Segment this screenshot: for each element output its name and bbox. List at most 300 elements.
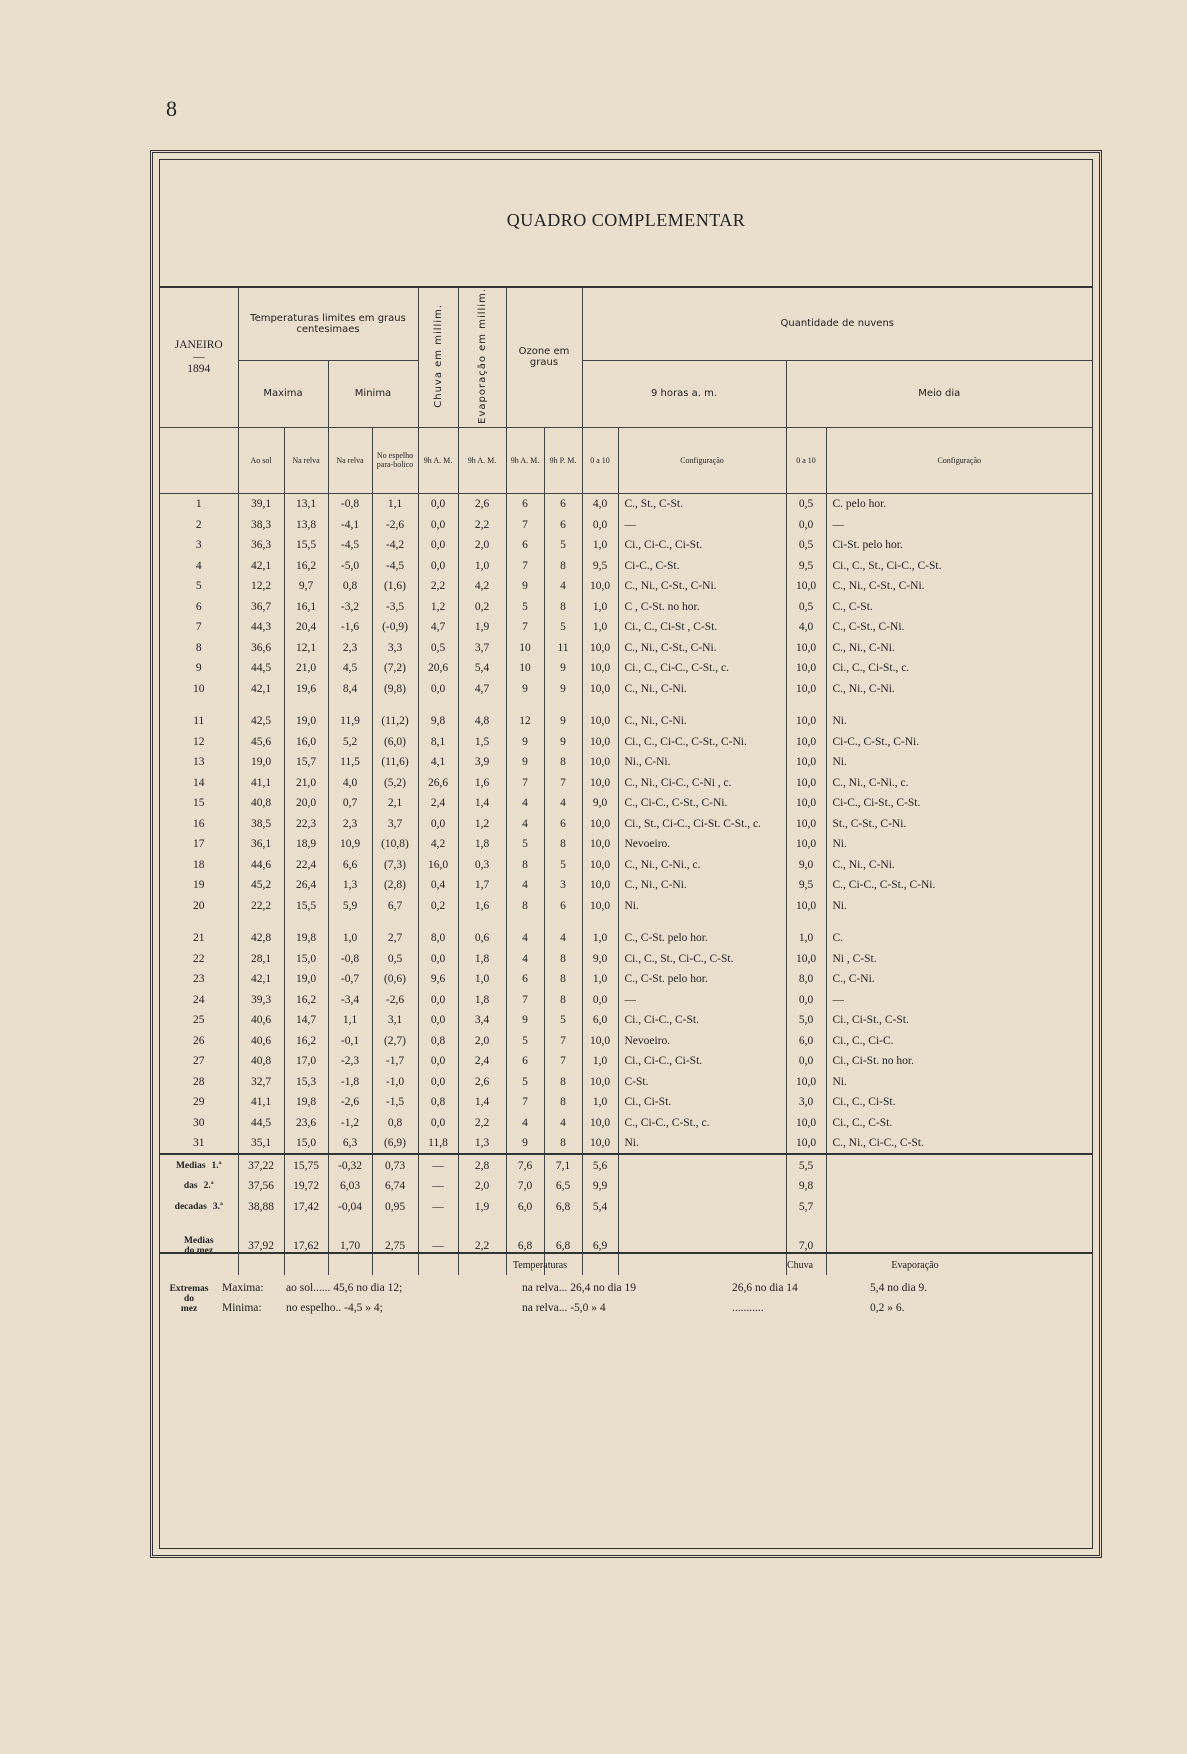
table-row	[160, 875, 1092, 896]
extremas-temp-header: Temperaturas	[512, 1260, 568, 1271]
cell-ozone-am: 9	[506, 752, 544, 773]
cell-ozone-pm: 7	[544, 1051, 582, 1072]
cell-max-sol: 44,5	[238, 658, 284, 679]
cell-evaporacao: 0,2	[458, 596, 506, 617]
cell-ozone-pm: 8	[544, 989, 582, 1010]
cell-min-relva: 8,4	[328, 678, 372, 699]
cell-max-relva: 15,0	[284, 948, 328, 969]
cell-evaporacao: 2,4	[458, 1051, 506, 1072]
cell-min-espelho: 0,8	[372, 1112, 418, 1133]
cell-evaporacao: 2,2	[458, 514, 506, 535]
cell-min-espelho: -4,5	[372, 555, 418, 576]
cell-nuvens-9h-qty: 10,0	[582, 1071, 618, 1092]
evaporacao-time-header: 9h A. M.	[458, 427, 506, 493]
cell-max-sol: 40,8	[238, 1051, 284, 1072]
cell-max-sol: 39,1	[238, 493, 284, 514]
cell-nuvens-9h-qty: 10,0	[582, 678, 618, 699]
cell-max-sol: 42,1	[238, 969, 284, 990]
medias-mez-label: Medias do mez	[160, 1217, 238, 1275]
cell-chuva: 4,1	[418, 752, 458, 773]
cell-ozone-pm: 4	[544, 928, 582, 949]
cell-day: 21	[160, 928, 238, 949]
evaporacao-header: Evaporação em millim.	[458, 288, 506, 427]
cell-ozone-pm: 5	[544, 854, 582, 875]
cell-nuvens-9h-config: C., Ni., C-St., C-Ni.	[618, 637, 786, 658]
cell-nuvens-9h-config: Ci., Ci-St.	[618, 1092, 786, 1113]
cell-nuvens-md-config: —	[832, 993, 844, 1006]
extremas-evap-header: Evaporação	[891, 1260, 939, 1271]
cell-day: 3	[160, 535, 238, 556]
decada-value: 6,03	[328, 1176, 372, 1197]
cell-evaporacao: 1,9	[458, 617, 506, 638]
cell-nuvens-9h-qty: 1,0	[582, 617, 618, 638]
cell-nuvens-md-config: C., C-St.	[832, 600, 873, 613]
table-body	[160, 493, 1092, 1275]
table-row	[160, 731, 1092, 752]
table-row	[160, 772, 1092, 793]
cell-min-relva: 4,0	[328, 772, 372, 793]
cell-nuvens-9h-qty: 9,5	[582, 555, 618, 576]
cell-evaporacao: 1,8	[458, 989, 506, 1010]
cell-day: 12	[160, 731, 238, 752]
cell-chuva: 26,6	[418, 772, 458, 793]
cell-max-relva: 13,1	[284, 493, 328, 514]
cell-nuvens-md-config: Ci., C., St., Ci-C., C-St.	[832, 559, 942, 572]
cell-nuvens-9h-qty: 1,0	[582, 928, 618, 949]
cell-nuvens-9h-config: Ci., St., Ci-C., Ci-St. C-St., c.	[618, 813, 786, 834]
cell-nuvens-md-qty: 5,0	[786, 1010, 826, 1031]
table-row	[160, 1071, 1092, 1092]
cell-ozone-am: 5	[506, 1071, 544, 1092]
cell-min-relva: -1,8	[328, 1071, 372, 1092]
cell-evaporacao: 1,6	[458, 895, 506, 916]
cell-max-relva: 13,8	[284, 514, 328, 535]
cell-min-espelho: 2,7	[372, 928, 418, 949]
cell-min-espelho: (6,0)	[372, 731, 418, 752]
cell-max-sol: 39,3	[238, 989, 284, 1010]
cell-min-relva: 5,9	[328, 895, 372, 916]
decada-value: —	[418, 1196, 458, 1217]
table-row	[160, 1051, 1092, 1072]
cell-evaporacao: 1,8	[458, 834, 506, 855]
ozone-am-header: 9h A. M.	[506, 427, 544, 493]
cell-min-espelho: (7,2)	[372, 658, 418, 679]
cell-evaporacao: 4,7	[458, 678, 506, 699]
cell-nuvens-md-qty: 0,0	[786, 1051, 826, 1072]
cell-nuvens-9h-qty: 10,0	[582, 1133, 618, 1155]
cell-nuvens-md-qty: 4,0	[786, 617, 826, 638]
cell-evaporacao: 0,3	[458, 854, 506, 875]
cell-ozone-pm: 4	[544, 1112, 582, 1133]
cell-evaporacao: 2,6	[458, 1071, 506, 1092]
cell-ozone-am: 7	[506, 772, 544, 793]
cell-max-relva: 22,4	[284, 854, 328, 875]
cell-nuvens-md-config: C., C-Ni.	[832, 973, 875, 986]
cell-max-sol: 36,1	[238, 834, 284, 855]
cell-chuva: 8,0	[418, 928, 458, 949]
table-row	[160, 1030, 1092, 1051]
table-row	[160, 793, 1092, 814]
medias-label-word: Medias	[175, 1160, 206, 1171]
cell-ozone-am: 7	[506, 514, 544, 535]
cell-ozone-pm: 6	[544, 514, 582, 535]
cell-nuvens-9h-qty: 0,0	[582, 989, 618, 1010]
decada-empty-config	[618, 1176, 786, 1197]
cell-day: 24	[160, 989, 238, 1010]
cell-nuvens-md-qty: 6,0	[786, 1030, 826, 1051]
cell-ozone-pm: 8	[544, 752, 582, 773]
cell-day: 23	[160, 969, 238, 990]
decada-label	[160, 1196, 238, 1217]
cell-nuvens-9h-qty: 10,0	[582, 772, 618, 793]
decada-empty-config	[826, 1154, 1092, 1176]
cell-nuvens-9h-config: Ci-C., C-St.	[618, 555, 786, 576]
cell-ozone-pm: 9	[544, 678, 582, 699]
decada-value: 9,8	[786, 1176, 826, 1197]
table-row	[160, 596, 1092, 617]
cell-nuvens-9h-qty: 1,0	[582, 1092, 618, 1113]
cell-day: 22	[160, 948, 238, 969]
cell-min-espelho: -2,6	[372, 989, 418, 1010]
na-relva-min-header: Na relva	[328, 427, 372, 493]
cell-chuva: 0,0	[418, 514, 458, 535]
cell-min-relva: 0,8	[328, 576, 372, 597]
medias-mez-value: 6,9	[582, 1217, 618, 1275]
cell-max-relva: 16,1	[284, 596, 328, 617]
cell-nuvens-md-config: Ci., C., Ci-C.	[832, 1034, 894, 1047]
table-row	[160, 576, 1092, 597]
cell-min-relva: -1,6	[328, 617, 372, 638]
decada-ordinal: 1.ª	[211, 1160, 222, 1171]
month-dash: —	[193, 351, 205, 364]
cell-min-espelho: 1,1	[372, 493, 418, 514]
table-row	[160, 989, 1092, 1010]
cell-max-relva: 15,5	[284, 895, 328, 916]
decada-empty-config	[826, 1176, 1092, 1197]
decada-value: 5,6	[582, 1154, 618, 1176]
cell-evaporacao: 1,4	[458, 793, 506, 814]
cell-nuvens-md-config: C. pelo hor.	[826, 493, 1092, 514]
cell-ozone-pm: 7	[544, 772, 582, 793]
cell-min-espelho: (7,3)	[372, 854, 418, 875]
cell-min-espelho: (0,6)	[372, 969, 418, 990]
extremas-chuva-header: Chuva	[786, 1260, 814, 1271]
cell-ozone-am: 12	[506, 711, 544, 732]
nuvens-md-config-header: Configuração	[937, 455, 982, 465]
cell-nuvens-9h-config: C., C-St. pelo hor.	[618, 969, 786, 990]
cell-nuvens-9h-config: C., Ni., C-Ni.	[618, 875, 786, 896]
cell-evaporacao: 1,6	[458, 772, 506, 793]
cell-ozone-am: 7	[506, 555, 544, 576]
cell-ozone-am: 9	[506, 1133, 544, 1155]
cell-day: 9	[160, 658, 238, 679]
table-row	[160, 834, 1092, 855]
table-row	[160, 1112, 1092, 1133]
table-row	[160, 555, 1092, 576]
cell-nuvens-9h-qty: 1,0	[582, 596, 618, 617]
cell-ozone-pm: 5	[544, 535, 582, 556]
cell-max-relva: 16,2	[284, 1030, 328, 1051]
chuva-time-header: 9h A. M.	[418, 427, 458, 493]
cell-max-relva: 19,6	[284, 678, 328, 699]
cell-min-espelho: (10,8)	[372, 834, 418, 855]
cell-chuva: 0,0	[418, 1010, 458, 1031]
cell-chuva: 0,0	[418, 1071, 458, 1092]
gap-cell	[582, 916, 618, 928]
extremes-section	[160, 1252, 1092, 1330]
cell-nuvens-9h-config: C., St., C-St.	[618, 493, 786, 514]
decada-value: 15,75	[284, 1154, 328, 1176]
cell-nuvens-9h-qty: 9,0	[582, 948, 618, 969]
decada-value: 17,42	[284, 1196, 328, 1217]
cell-max-sol: 36,6	[238, 637, 284, 658]
cell-min-espelho: (5,2)	[372, 772, 418, 793]
cell-day: 25	[160, 1010, 238, 1031]
nuvens-header: Quantidade de nuvens	[582, 288, 1092, 360]
cell-nuvens-md-qty: 0,5	[786, 535, 826, 556]
cell-ozone-am: 9	[506, 576, 544, 597]
cell-chuva: 0,0	[418, 948, 458, 969]
decada-value: 37,22	[238, 1154, 284, 1176]
cell-nuvens-md-config: C., C-St., C-Ni.	[832, 621, 905, 634]
cell-nuvens-9h-config: —	[618, 989, 786, 1010]
cell-max-relva: 16,2	[284, 989, 328, 1010]
cell-max-relva: 19,0	[284, 711, 328, 732]
cell-nuvens-9h-qty: 9,0	[582, 793, 618, 814]
cell-nuvens-md-qty: 10,0	[786, 813, 826, 834]
cell-max-relva: 22,3	[284, 813, 328, 834]
table-row	[160, 813, 1092, 834]
cell-day: 20	[160, 895, 238, 916]
cell-nuvens-9h-config: C., Ni., C-Ni.	[618, 678, 786, 699]
cell-min-relva: -3,2	[328, 596, 372, 617]
cell-day: 17	[160, 834, 238, 855]
cell-nuvens-md-config: Ni.	[832, 756, 847, 769]
cell-chuva: 0,8	[418, 1092, 458, 1113]
cell-ozone-pm: 8	[544, 555, 582, 576]
decada-value: 1,9	[458, 1196, 506, 1217]
cell-nuvens-md-config: C., Ni., C-Ni.	[832, 858, 895, 871]
cell-nuvens-9h-config: C., Ci-C., C-St., C-Ni.	[618, 793, 786, 814]
cell-nuvens-9h-config: Ci., C., Ci-St , C-St.	[618, 617, 786, 638]
cell-ozone-pm: 9	[544, 731, 582, 752]
cell-min-espelho: -1,0	[372, 1071, 418, 1092]
cell-min-relva: 10,9	[328, 834, 372, 855]
cell-min-relva: 4,5	[328, 658, 372, 679]
cell-nuvens-md-config: —	[832, 518, 844, 531]
cell-nuvens-md-qty: 10,0	[786, 678, 826, 699]
medias-mez-value: 17,62	[284, 1217, 328, 1275]
cell-nuvens-9h-config: Ci., Ci-C., C-St.	[618, 1010, 786, 1031]
table-row	[160, 948, 1092, 969]
decada-label	[160, 1154, 238, 1176]
cell-evaporacao: 1,0	[458, 555, 506, 576]
cell-ozone-pm: 5	[544, 617, 582, 638]
decada-row	[160, 1196, 1092, 1217]
cell-ozone-pm: 8	[544, 969, 582, 990]
cell-min-relva: -0,8	[328, 948, 372, 969]
extremas-min-label: Minima:	[222, 1302, 262, 1314]
ozone-pm-header: 9h P. M.	[544, 427, 582, 493]
cell-day: 31	[160, 1133, 238, 1155]
cell-min-relva: 1,1	[328, 1010, 372, 1031]
cell-ozone-am: 6	[506, 493, 544, 514]
cell-chuva: 0,0	[418, 493, 458, 514]
cell-nuvens-md-qty: 10,0	[786, 1071, 826, 1092]
gap-cell	[418, 699, 458, 711]
cell-ozone-pm: 9	[544, 658, 582, 679]
table-row	[160, 854, 1092, 875]
extremas-max-label: Maxima:	[222, 1282, 264, 1294]
cell-ozone-am: 8	[506, 895, 544, 916]
cell-ozone-am: 7	[506, 617, 544, 638]
cell-nuvens-md-config: Ni.	[832, 899, 847, 912]
cell-nuvens-md-config: C.	[832, 932, 844, 945]
gap-cell	[372, 699, 418, 711]
cell-ozone-am: 6	[506, 1051, 544, 1072]
gap-cell	[284, 916, 328, 928]
cell-nuvens-9h-config: Nevoeiro.	[618, 834, 786, 855]
decada-value: 5,7	[786, 1196, 826, 1217]
cell-nuvens-md-config: Ci., Ci-St. no hor.	[832, 1055, 914, 1068]
cell-max-sol: 36,7	[238, 596, 284, 617]
cell-day: 27	[160, 1051, 238, 1072]
decada-value: 0,95	[372, 1196, 418, 1217]
cell-max-sol: 40,6	[238, 1010, 284, 1031]
table-row	[160, 752, 1092, 773]
cell-nuvens-9h-qty: 10,0	[582, 711, 618, 732]
cell-max-sol: 40,6	[238, 1030, 284, 1051]
cell-min-relva: 11,5	[328, 752, 372, 773]
cell-nuvens-9h-qty: 1,0	[582, 969, 618, 990]
cell-evaporacao: 1,0	[458, 969, 506, 990]
cell-evaporacao: 3,7	[458, 637, 506, 658]
cell-nuvens-md-qty: 10,0	[786, 711, 826, 732]
cell-min-espelho: (11,6)	[372, 752, 418, 773]
cell-nuvens-md-qty: 9,5	[786, 555, 826, 576]
cell-max-relva: 17,0	[284, 1051, 328, 1072]
cell-nuvens-9h-qty: 6,0	[582, 1010, 618, 1031]
cell-max-sol: 38,3	[238, 514, 284, 535]
decada-value: 6,8	[544, 1196, 582, 1217]
cell-max-relva: 15,3	[284, 1071, 328, 1092]
cell-min-relva: 0,7	[328, 793, 372, 814]
cell-min-relva: -5,0	[328, 555, 372, 576]
decada-value: 2,8	[458, 1154, 506, 1176]
table-frame	[150, 150, 1102, 1558]
decada-ordinal: 3.ª	[212, 1201, 223, 1212]
cell-evaporacao: 3,9	[458, 752, 506, 773]
table-row	[160, 1010, 1092, 1031]
table-row	[160, 493, 1092, 514]
cell-day: 19	[160, 875, 238, 896]
gap-cell	[506, 916, 544, 928]
ozone-header: Ozone em graus	[506, 288, 582, 427]
cell-nuvens-md-qty: 1,0	[786, 928, 826, 949]
extremas-max-chuva: 26,6 no dia 14	[732, 1282, 798, 1294]
cell-nuvens-md-qty: 3,0	[786, 1092, 826, 1113]
table-row	[160, 928, 1092, 949]
cell-nuvens-md-config: St., C-St., C-Ni.	[832, 817, 907, 830]
cell-min-relva: -0,8	[328, 493, 372, 514]
cell-ozone-am: 4	[506, 948, 544, 969]
gap-cell	[582, 699, 618, 711]
cell-ozone-pm: 8	[544, 834, 582, 855]
decada-value: —	[418, 1154, 458, 1176]
cell-chuva: 0,0	[418, 813, 458, 834]
cell-min-espelho: 3,3	[372, 637, 418, 658]
cell-min-espelho: (-0,9)	[372, 617, 418, 638]
cell-max-sol: 44,5	[238, 1112, 284, 1133]
cell-chuva: 0,5	[418, 637, 458, 658]
cell-nuvens-9h-config: C., Ni., C-Ni.	[618, 711, 786, 732]
cell-nuvens-md-qty: 0,0	[786, 514, 826, 535]
decada-value: 5,4	[582, 1196, 618, 1217]
gap-cell	[160, 699, 238, 711]
cell-nuvens-9h-qty: 10,0	[582, 813, 618, 834]
cell-nuvens-9h-config: C., Ni., C-St., C-Ni.	[618, 576, 786, 597]
cell-nuvens-md-qty: 10,0	[786, 772, 826, 793]
cell-ozone-pm: 8	[544, 596, 582, 617]
cell-max-relva: 19,0	[284, 969, 328, 990]
cell-day: 10	[160, 678, 238, 699]
cell-ozone-am: 5	[506, 596, 544, 617]
cell-max-sol: 45,2	[238, 875, 284, 896]
cell-min-espelho: 0,5	[372, 948, 418, 969]
cell-day: 30	[160, 1112, 238, 1133]
cell-chuva: 2,4	[418, 793, 458, 814]
cell-min-espelho: (2,7)	[372, 1030, 418, 1051]
cell-ozone-pm: 4	[544, 576, 582, 597]
cell-evaporacao: 1,2	[458, 813, 506, 834]
chuva-header: Chuva em millim.	[418, 288, 458, 427]
cell-nuvens-md-config: Ci-St. pelo hor.	[832, 539, 903, 552]
cell-min-espelho: (11,2)	[372, 711, 418, 732]
extremas-max-sol: ao sol...... 45,6 no dia 12;	[286, 1282, 403, 1294]
cell-day: 4	[160, 555, 238, 576]
table-row	[160, 617, 1092, 638]
cell-day: 13	[160, 752, 238, 773]
cell-chuva: 0,0	[418, 1051, 458, 1072]
cell-max-sol: 44,6	[238, 854, 284, 875]
cell-chuva: 0,0	[418, 678, 458, 699]
gap-cell	[328, 916, 372, 928]
cell-chuva: 0,0	[418, 555, 458, 576]
extremas-max-relva: na relva... 26,4 no dia 19	[522, 1282, 637, 1294]
gap-cell	[372, 916, 418, 928]
cell-max-sol: 22,2	[238, 895, 284, 916]
cell-ozone-am: 5	[506, 1030, 544, 1051]
cell-ozone-pm: 8	[544, 1071, 582, 1092]
cell-min-relva: 6,6	[328, 854, 372, 875]
cell-nuvens-9h-qty: 1,0	[582, 1051, 618, 1072]
cell-max-relva: 18,9	[284, 834, 328, 855]
nove-horas-header: 9 horas a. m.	[582, 360, 786, 427]
decada-value: 0,73	[372, 1154, 418, 1176]
medias-mez-value: 2,75	[372, 1217, 418, 1275]
cell-ozone-pm: 9	[544, 711, 582, 732]
cell-day: 2	[160, 514, 238, 535]
cell-max-relva: 21,0	[284, 772, 328, 793]
table-row	[160, 711, 1092, 732]
cell-min-relva: -0,1	[328, 1030, 372, 1051]
table-row	[160, 678, 1092, 699]
cell-nuvens-md-config: Ni.	[832, 715, 847, 728]
cell-max-relva: 21,0	[284, 658, 328, 679]
cell-nuvens-md-qty: 0,5	[786, 596, 826, 617]
cell-nuvens-md-config: C., Ci-C., C-St., C-Ni.	[832, 879, 936, 892]
cell-max-sol: 19,0	[238, 752, 284, 773]
